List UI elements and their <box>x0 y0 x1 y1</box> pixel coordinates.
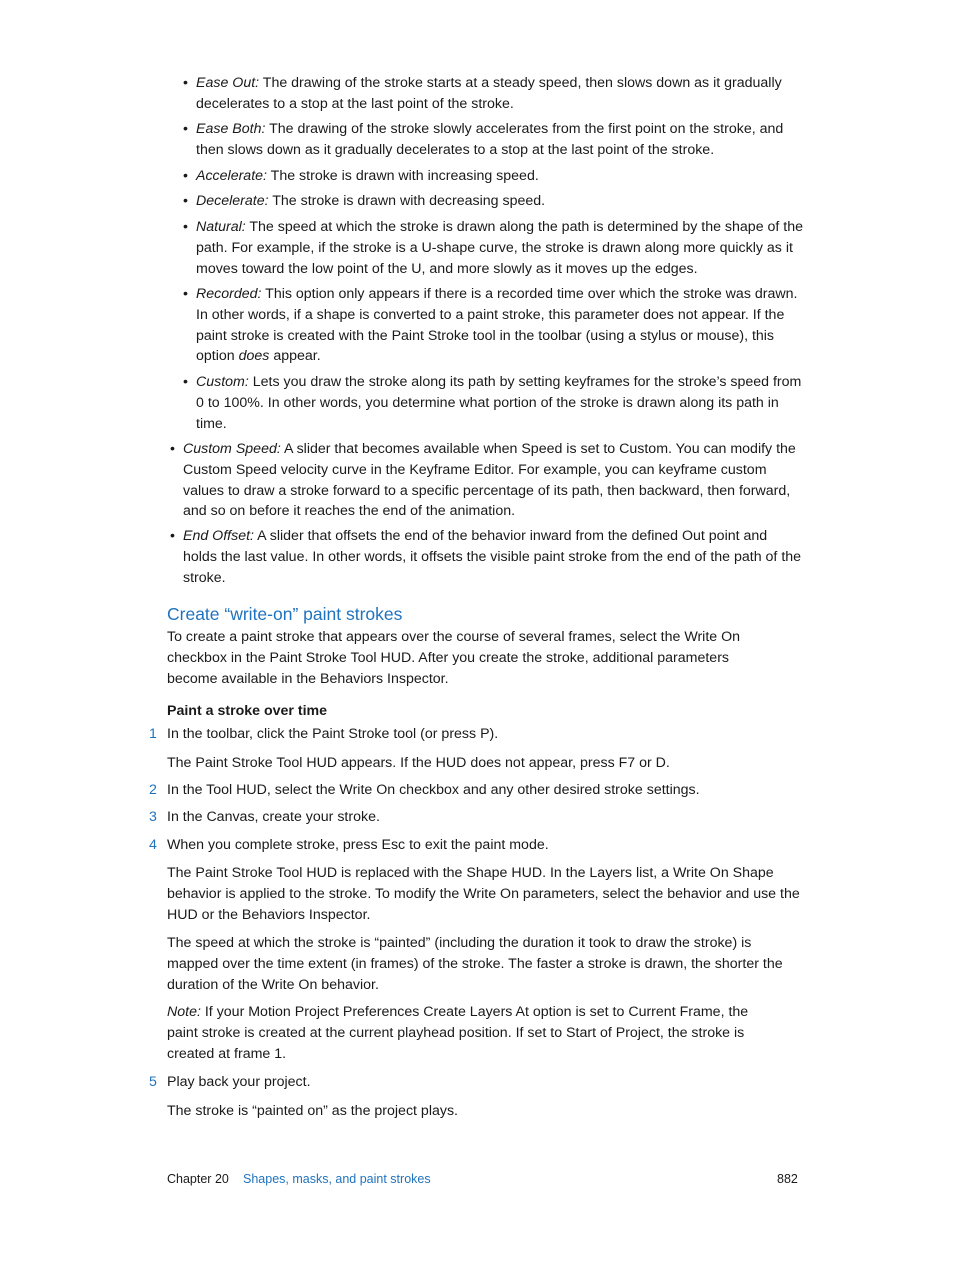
bullet-end-offset: • End Offset: A slider that offsets the end of the behavior inward from the defined Out point and holds the last value. In other words, it offsets the visible paint stroke from the end of the path of the stroke. <box>170 528 802 586</box>
section-intro: To create a paint stroke that appears over the course of several frames, select the Write On checkbox in the Paint Stroke Tool HUD. After you create the stroke, additional parameters become available in the Behaviors Inspector. <box>167 629 741 687</box>
step-4-result-2: The speed at which the stroke is “painted” (including the duration it took to draw the stroke) is mapped over the time extent (in frames) of the stroke. The faster a stroke is drawn, the shorter the duration of the Write On behavior. <box>167 935 783 993</box>
step-number: 2 <box>149 782 157 798</box>
step-5-result: The stroke is “painted on” as the project plays. <box>167 1103 458 1119</box>
footer-chapter: Chapter 20 <box>167 1172 229 1186</box>
step-number: 4 <box>149 837 157 853</box>
footer-page-number: 882 <box>777 1172 798 1186</box>
bullet-accelerate: • Accelerate: The stroke is drawn with increasing speed. <box>196 166 806 187</box>
step-1: 1 In the toolbar, click the Paint Stroke tool (or press P). <box>167 724 807 745</box>
step-2: 2 In the Tool HUD, select the Write On checkbox and any other desired stroke settings. <box>167 780 807 801</box>
step-number: 3 <box>149 809 157 825</box>
bullet-dot: • <box>183 374 188 390</box>
step-1-result: The Paint Stroke Tool HUD appears. If the HUD does not appear, press F7 or D. <box>167 755 670 771</box>
footer-chapter-title[interactable]: Shapes, masks, and paint strokes <box>243 1172 431 1186</box>
bullet-dot: • <box>170 528 175 544</box>
bullet-ease-both: • Ease Both: The drawing of the stroke slowly accelerates from the first point on the stroke, and then slows down as it gradually decelerates to a stop at the last point of the stroke. <box>183 121 784 158</box>
bullet-decelerate: • Decelerate: The stroke is drawn with decreasing speed. <box>196 191 806 212</box>
bullet-custom: • Custom: Lets you draw the stroke along its path by setting keyframes for the stroke’s speed from 0 to 100%. In other words, you determine what portion of the stroke is drawn along its path in time. <box>183 374 802 432</box>
task-heading: Paint a stroke over time <box>167 703 328 719</box>
section-heading: Create “write-on” paint strokes <box>167 604 403 624</box>
bullet-dot: • <box>183 193 188 209</box>
step-4-result-1: The Paint Stroke Tool HUD is replaced with the Shape HUD. In the Layers list, a Write On Shape behavior is applied to the stroke. To modify the Write On parameters, select the behavior and use the HUD or the Behaviors Inspector. <box>167 865 800 923</box>
step-5: 5 Play back your project. <box>167 1072 807 1093</box>
bullet-recorded: • Recorded: This option only appears if there is a recorded time over which the stroke was drawn. In other words, if a shape is converted to a paint stroke, this parameter does not appear. If the paint stroke is created with the Paint Stroke tool in the toolbar (using a stylus or mouse), this option does appear. <box>183 286 798 365</box>
note-label: Note: <box>167 1004 201 1020</box>
step-number: 5 <box>149 1074 157 1090</box>
step-3: 3 In the Canvas, create your stroke. <box>167 807 807 828</box>
bullet-dot: • <box>183 168 188 184</box>
bullet-custom-speed: • Custom Speed: A slider that becomes available when Speed is set to Custom. You can modify the Custom Speed velocity curve in the Keyframe Editor. For example, you can keyframe custom values to draw a stroke forward to a specific percentage of its path, then backward, then forward, and so on before it reaches the end of the animation. <box>170 441 796 520</box>
bullet-dot: • <box>170 441 175 457</box>
bullet-dot: • <box>183 75 188 91</box>
bullet-dot: • <box>183 121 188 137</box>
bullet-natural: • Natural: The speed at which the stroke is drawn along the path is determined by the shape of the path. For example, if the stroke is a U-shape curve, the stroke is drawn along more quickly as it moves toward the low point of the U, and more slowly as it moves up the edges. <box>183 219 804 277</box>
bullet-ease-out: • Ease Out: The drawing of the stroke starts at a steady speed, then slows down as it gradually decelerates to a stop at the last point of the stroke. <box>183 75 782 112</box>
note: Note: If your Motion Project Preferences Create Layers At option is set to Current Frame, the paint stroke is created at the current playhead position. If set to Start of Project, the stroke is created at frame 1. <box>167 1004 749 1062</box>
bullet-dot: • <box>183 219 188 235</box>
bullet-dot: • <box>183 286 188 302</box>
step-4: 4 When you complete stroke, press Esc to exit the paint mode. <box>167 835 807 856</box>
step-number: 1 <box>149 726 157 742</box>
